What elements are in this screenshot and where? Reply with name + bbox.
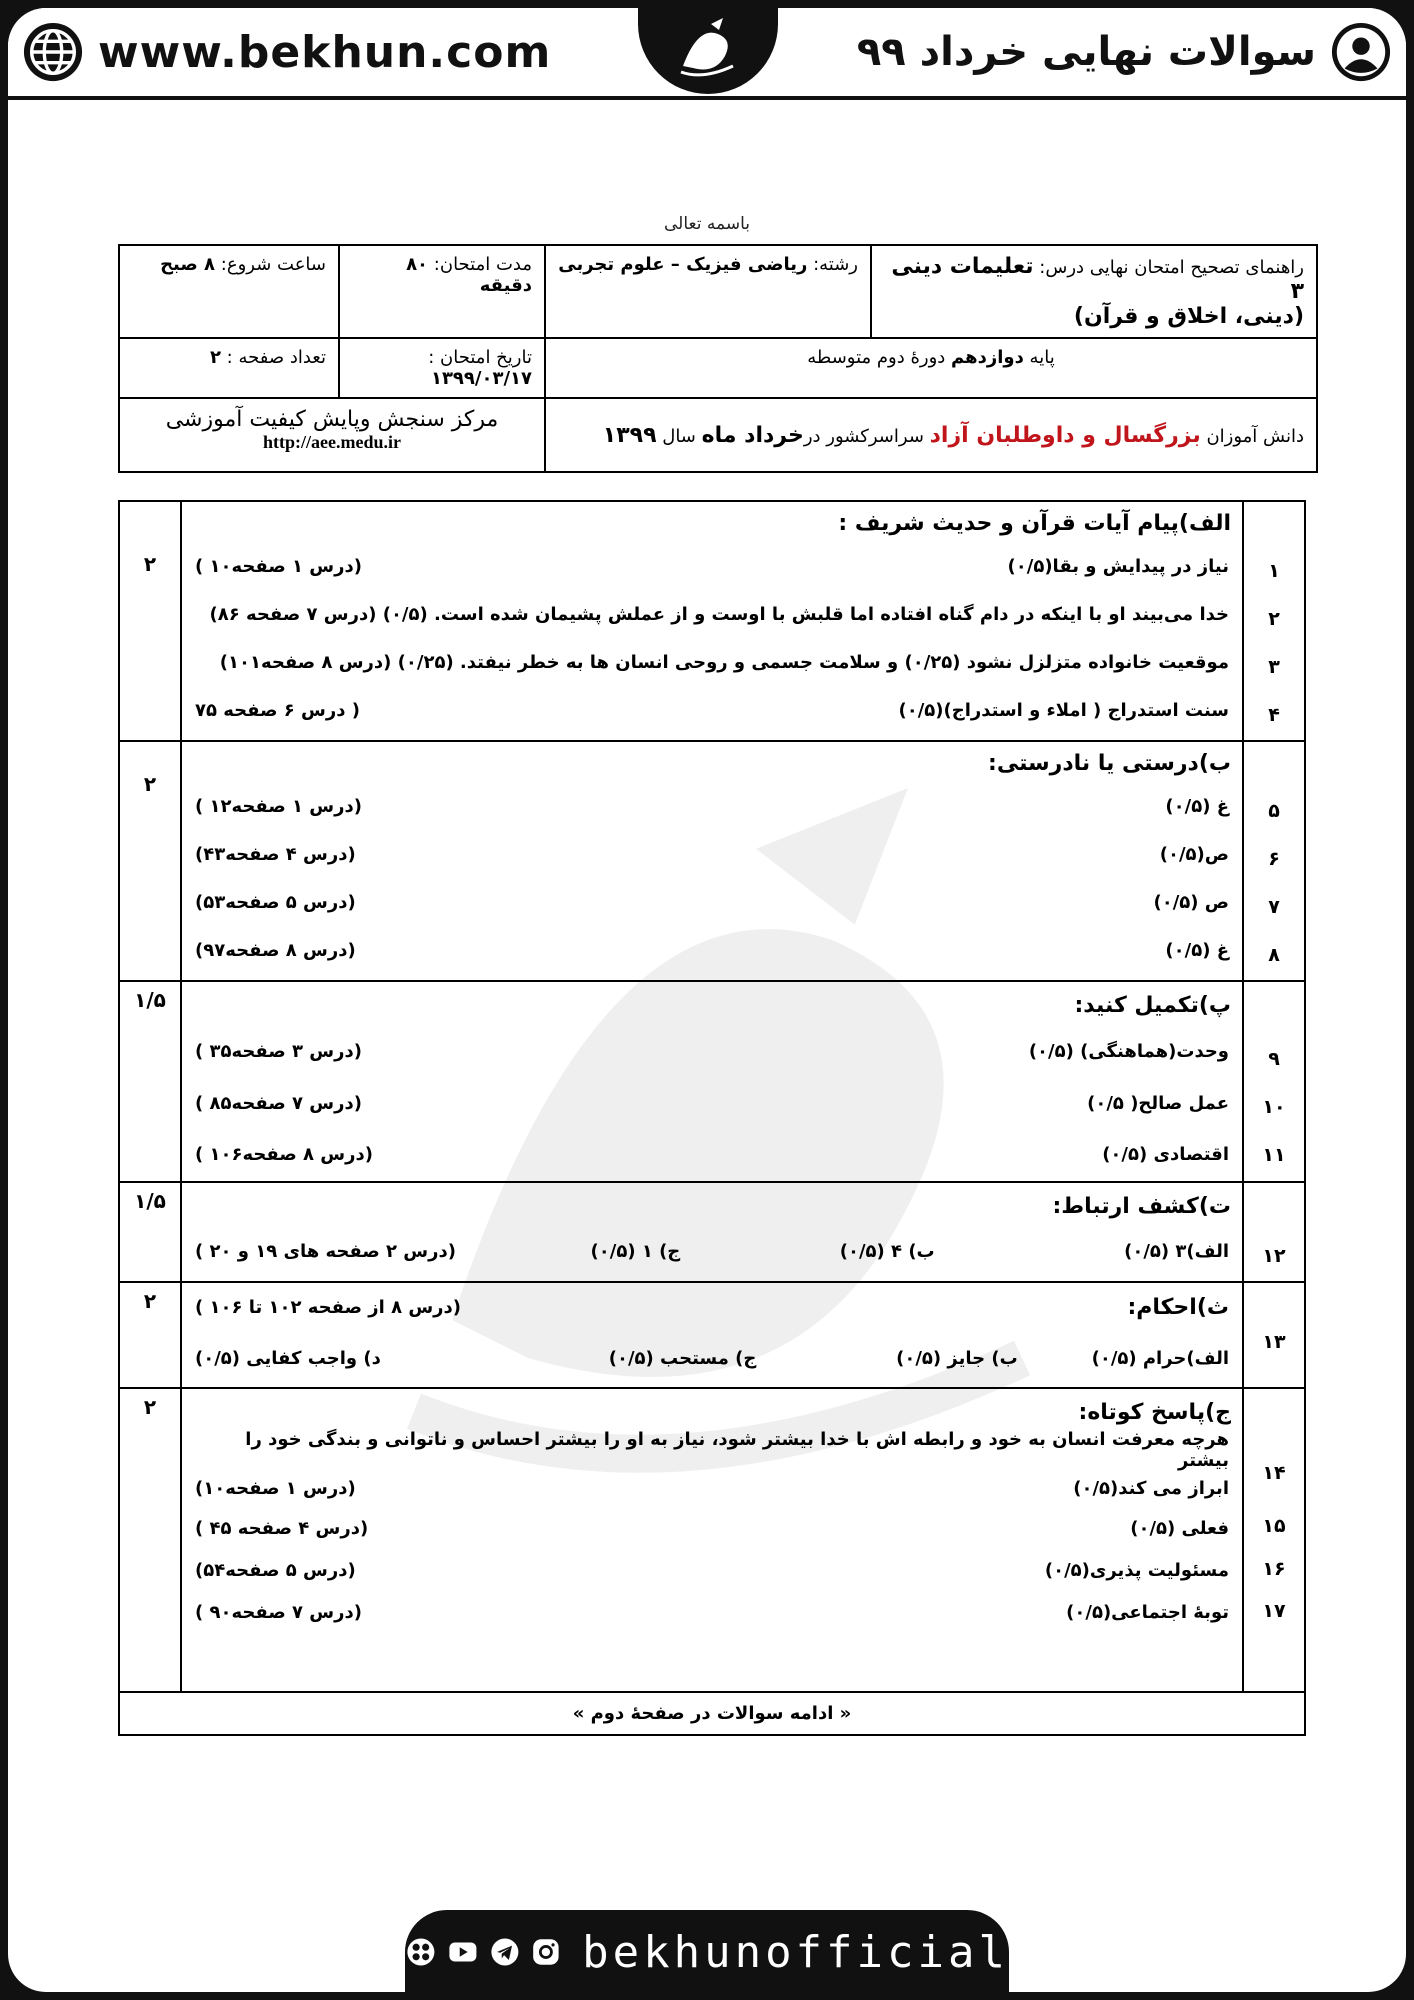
answer-reference: (درس ۴ صفحه ۴۵ ) xyxy=(195,1517,369,1539)
question-numbers-j xyxy=(1243,1388,1305,1692)
section-t xyxy=(119,1182,1305,1282)
answer-text: اقتصادی (۰/۵) xyxy=(1102,1143,1229,1165)
question-number: ۱۵ xyxy=(1262,1515,1286,1537)
exam-date-cell xyxy=(339,338,545,398)
answers-table xyxy=(118,500,1306,1736)
brand-logo[interactable] xyxy=(638,8,778,94)
students-pre: دانش آموزان xyxy=(1206,425,1304,447)
question-number: ۹ xyxy=(1268,1048,1280,1070)
question-numbers-b xyxy=(1243,741,1305,981)
section-b xyxy=(119,741,1305,981)
answer-text: توبهٔ اجتماعی(۰/۵) xyxy=(1066,1601,1229,1623)
answer-reference: (درس ۸ صفحه۱۰۶ ) xyxy=(195,1143,373,1165)
question-number: ۸ xyxy=(1268,944,1280,966)
section-s xyxy=(119,1282,1305,1388)
site-url[interactable]: www.bekhun.com xyxy=(98,26,552,78)
course-cell xyxy=(871,245,1317,338)
answers-j xyxy=(181,1388,1243,1692)
question-number: ۱ xyxy=(1268,560,1280,582)
answer-reference: (درس ۳ صفحه۳۵ ) xyxy=(195,1040,362,1062)
section-title: ت)کشف ارتباط: xyxy=(1052,1194,1231,1219)
answer-text: نیاز در پیدایش و بقا(۰/۵) xyxy=(1007,555,1229,577)
question-number: ۱۲ xyxy=(1262,1245,1286,1267)
answer-row xyxy=(183,1549,1241,1591)
answer-option: د) واجب کفایی (۰/۵) xyxy=(195,1347,381,1369)
course-subtitle: (دینی، اخلاق و قرآن) xyxy=(1073,304,1304,329)
course-name: تعلیمات دینی ۳ xyxy=(891,254,1304,304)
answer-text: عمل صالح( ۰/۵) xyxy=(1087,1092,1229,1114)
grade-post: دورهٔ دوم متوسطه xyxy=(807,347,946,368)
section-title: ث)احکام: xyxy=(1127,1294,1229,1320)
answer-reference: (درس ۵ صفحه۵۳) xyxy=(195,891,356,913)
answer-row xyxy=(183,542,1241,590)
answer-option: ب) جایز (۰/۵) xyxy=(896,1347,1018,1369)
field-label: رشته: xyxy=(813,254,858,275)
top-banner xyxy=(8,8,1406,100)
students-month: خرداد ماه xyxy=(701,422,804,448)
question-number: ۱۳ xyxy=(1262,1331,1286,1353)
logo-mark-icon xyxy=(663,16,753,86)
answer-text: وحدت(هماهنگی) (۰/۵) xyxy=(1028,1040,1229,1062)
answer-text: هرچه معرفت انسان به خود و رابطه اش با خدا بیشتر شود، نیاز به او را بیشتر احساس و ناتوانی و بندگی خود را بیشتر xyxy=(245,1429,1229,1471)
answer-reference: (درس ۵ صفحه۵۴) xyxy=(195,1559,356,1581)
center-cell xyxy=(119,398,545,472)
section-title: ب)درستی یا نادرستی: xyxy=(988,751,1231,776)
grade-cell xyxy=(545,338,1317,398)
answer-reference: (درس ۱ صفحه۱۰) xyxy=(195,1477,356,1499)
question-number: ۱۷ xyxy=(1262,1600,1286,1622)
duration-value: ۸۰ دقیقه xyxy=(406,254,532,296)
instagram-icon[interactable] xyxy=(530,1931,562,1973)
answer-reference: (درس ۸ از صفحه ۱۰۲ تا ۱۰۶ ) xyxy=(195,1296,462,1318)
center-url-link[interactable]: http://aee.medu.ir xyxy=(263,432,401,452)
pages-value: ۲ xyxy=(209,347,221,368)
answers-s xyxy=(181,1282,1243,1388)
answer-text: غ (۰/۵) xyxy=(1165,795,1229,817)
section-j xyxy=(119,1388,1305,1692)
answer-text: سنت استدراج ( املاء و استدراج)(۰/۵) xyxy=(898,699,1229,721)
answer-reference: (درس ۸ صفحه۹۷) xyxy=(195,939,356,961)
question-number: ۱۴ xyxy=(1262,1462,1286,1484)
answer-option: ب) ۴ (۰/۵) xyxy=(839,1240,935,1262)
footer-row xyxy=(119,1692,1305,1735)
social-handle[interactable]: bekhunofficial xyxy=(582,1926,1009,1978)
question-numbers-t xyxy=(1243,1182,1305,1282)
question-number: ۱۰ xyxy=(1262,1096,1286,1118)
answer-reference: (درس ۴ صفحه۴۳) xyxy=(195,843,356,865)
answer-row xyxy=(183,1024,1241,1078)
question-numbers-p xyxy=(1243,981,1305,1182)
grade-bold: دوازدهم xyxy=(951,347,1024,368)
answer-row xyxy=(183,782,1241,830)
answer-option: الف)حرام (۰/۵) xyxy=(1091,1347,1229,1369)
answer-text: فعلی (۰/۵) xyxy=(1130,1517,1229,1539)
course-label: راهنمای تصحیح امتحان نهایی درس: xyxy=(1039,257,1304,278)
section-p xyxy=(119,981,1305,1182)
start-label: ساعت شروع: xyxy=(220,254,326,275)
answer-text: ص(۰/۵) xyxy=(1159,843,1229,865)
answer-text: مسئولیت پذیری(۰/۵) xyxy=(1044,1559,1229,1581)
section-a xyxy=(119,501,1305,741)
answer-row xyxy=(183,1330,1241,1386)
answer-text: موقعیت خانواده متزلزل نشود (۰/۲۵) و سلامت جسمی و روحی انسان ها به خطر نیفتد. (۰/۲۵) (درس ۸ صفحه۱۰۱) xyxy=(219,651,1229,673)
answers-p xyxy=(181,981,1243,1182)
question-number: ۵ xyxy=(1268,800,1280,822)
answer-row xyxy=(183,1431,1241,1469)
answer-text: خدا می‌بیند او با اینکه در دام گناه افتاده اما قلبش با اوست و از عملش پشیمان شده است. (۰/۵) (درس ۷ صفحه ۸۶) xyxy=(209,603,1229,625)
answer-text: غ (۰/۵) xyxy=(1165,939,1229,961)
answer-reference: (درس ۷ صفحه۸۵ ) xyxy=(195,1092,362,1114)
user-icon xyxy=(1330,21,1392,83)
answer-reference: (درس ۱ صفحه۱۲ ) xyxy=(195,795,362,817)
answer-row xyxy=(183,1591,1241,1633)
date-value: ۱۳۹۹/۰۳/۱۷ xyxy=(430,368,532,389)
students-year-label: سال xyxy=(662,425,696,447)
answer-row xyxy=(183,590,1241,638)
answer-row xyxy=(183,1507,1241,1549)
answer-row xyxy=(183,1225,1241,1277)
section-title: الف)پیام آیات قرآن و حدیث شریف : xyxy=(838,511,1231,536)
answer-row xyxy=(183,638,1241,686)
section-title: پ)تکمیل کنید: xyxy=(1074,993,1231,1018)
telegram-icon[interactable] xyxy=(489,1931,521,1973)
answer-row xyxy=(183,926,1241,974)
center-name: مرکز سنجش وپایش کیفیت آموزشی xyxy=(165,407,499,432)
page-count-cell xyxy=(119,338,339,398)
question-number: ۳ xyxy=(1268,656,1280,678)
students-mid: سراسرکشور در xyxy=(803,425,924,447)
globe-icon xyxy=(22,21,84,83)
grade-pre: پایه xyxy=(1029,347,1055,368)
answer-reference: (درس ۱ صفحه۱۰ ) xyxy=(195,555,362,577)
students-year: ۱۳۹۹ xyxy=(602,422,657,448)
answer-row xyxy=(183,878,1241,926)
question-number: ۴ xyxy=(1268,704,1280,726)
answer-row xyxy=(183,1469,1241,1507)
date-label: تاریخ امتحان : xyxy=(428,347,532,368)
answer-row xyxy=(183,1128,1241,1180)
section-score: ۱/۵ xyxy=(119,1182,181,1282)
header-title-text: سوالات نهایی خرداد ۹۹ xyxy=(856,29,1316,75)
page-frame xyxy=(8,8,1406,1992)
answer-row xyxy=(183,830,1241,878)
answer-reference: ( درس ۶ صفحه ۷۵ xyxy=(195,699,360,721)
answers-a xyxy=(181,501,1243,741)
students-cell xyxy=(545,398,1317,472)
field-value: ریاضی فیزیک – علوم تجربی xyxy=(558,254,808,275)
field-cell xyxy=(545,245,871,338)
answer-reference: (درس ۲ صفحه های ۱۹ و ۲۰ ) xyxy=(195,1240,456,1262)
question-number: ۱۱ xyxy=(1262,1144,1286,1166)
answer-option: ج) ۱ (۰/۵) xyxy=(590,1240,681,1262)
students-highlight: بزرگسال و داوطلبان آزاد xyxy=(929,422,1201,448)
duration-label: مدت امتحان: xyxy=(433,254,532,275)
section-score: ۲ xyxy=(119,1388,181,1692)
answer-text: ابراز می کند(۰/۵) xyxy=(1073,1477,1229,1499)
answer-option: ج) مستحب (۰/۵) xyxy=(608,1347,757,1369)
question-number: ۲ xyxy=(1268,608,1280,630)
question-number: ۷ xyxy=(1268,896,1280,918)
section-score: ۱/۵ xyxy=(119,981,181,1182)
question-numbers-a xyxy=(1243,501,1305,741)
answers-t xyxy=(181,1182,1243,1282)
start-time-cell xyxy=(119,245,339,338)
question-numbers-s xyxy=(1243,1282,1305,1388)
youtube-icon[interactable] xyxy=(447,1931,479,1973)
answer-key-page xyxy=(8,96,1406,1876)
question-number: ۱۶ xyxy=(1262,1558,1286,1580)
duration-cell xyxy=(339,245,545,338)
section-score: ۲ xyxy=(119,501,181,741)
header-title xyxy=(857,18,1392,86)
answers-b xyxy=(181,741,1243,981)
answer-row xyxy=(183,686,1241,734)
continue-note: « ادامه سوالات در صفحهٔ دوم » xyxy=(119,1692,1305,1735)
section-score: ۲ xyxy=(119,741,181,981)
section-head-row xyxy=(183,1284,1241,1330)
social-bar xyxy=(405,1910,1009,1992)
site-link[interactable] xyxy=(22,18,551,86)
answer-option: الف)۳ (۰/۵) xyxy=(1124,1240,1229,1262)
answer-row xyxy=(183,1078,1241,1128)
start-value: ۸ صبح xyxy=(160,254,216,275)
question-number: ۶ xyxy=(1268,848,1280,870)
answer-reference: (درس ۷ صفحه۹۰ ) xyxy=(195,1601,362,1623)
bismillah: باسمه تعالی xyxy=(664,214,750,234)
section-score: ۲ xyxy=(119,1282,181,1388)
exam-info-table xyxy=(118,244,1318,473)
pages-label: تعداد صفحه : xyxy=(226,347,326,368)
answer-text: ص (۰/۵) xyxy=(1153,891,1229,913)
section-title: ج)پاسخ کوتاه: xyxy=(1078,1400,1231,1425)
aparat-icon[interactable] xyxy=(405,1931,437,1973)
